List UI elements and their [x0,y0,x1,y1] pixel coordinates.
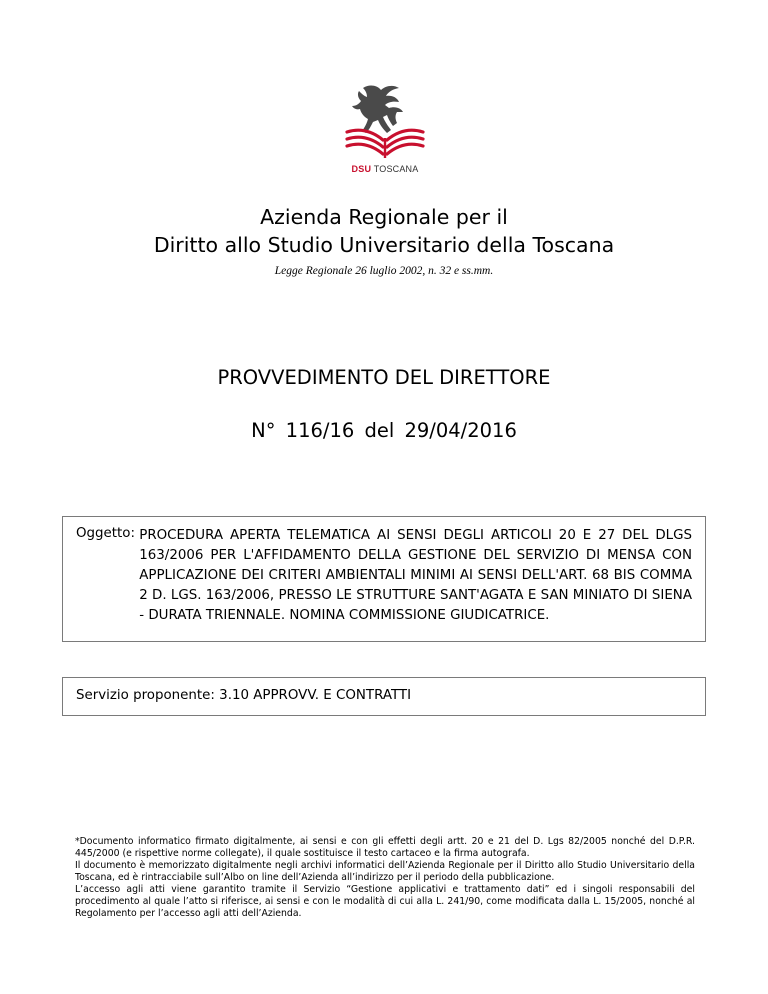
service-box [62,677,706,716]
logo-region: TOSCANA [373,164,419,174]
logo-brand: DSU [351,164,372,174]
object-text: PROCEDURA APERTA TELEMATICA AI SENSI DEGLI ARTICOLI 20 E 27 DEL DLGS 163/2006 PER L'AFFIDAMENTO DELLA GESTIONE DEL SERVIZIO DI MENSA CON APPLICAZIONE DEI CRITERI AMBIENTALI MINIMI AI SENSI DELL'ART. 68 BIS COMMA 2 D. LGS. 163/2006, PRESSO LE STRUTTURE SANT'AGATA E SAN MINIATO DI SIENA - DURATA TRIENNALE. NOMINA COMMISSIONE GIUDICATRICE. [139,528,692,623]
document-type: PROVVEDIMENTO DEL DIRETTORE [217,366,551,389]
service-label: Servizio proponente: [76,688,215,703]
legal-footer [75,836,695,920]
org-title-line-1: Azienda Regionale per il [260,205,508,229]
service-value: 3.10 APPROVV. E CONTRATTI [219,688,412,703]
law-reference: Legge Regionale 26 luglio 2002, n. 32 e ss.mm. [274,265,494,277]
organization-title [0,203,768,259]
object-label: Oggetto: [76,526,135,541]
pegasus-book-icon [333,82,437,162]
footer-paragraph-2: Il documento è memorizzato digitalmente negli archivi informatici dell’Azienda Regionale per il Diritto allo Studio Universitario della Toscana, ed è rintracciabile sull’Albo on line dell’Azienda all’indirizzo per il periodo della pubblicazione. [75,860,695,883]
logo-wordmark [333,164,437,174]
org-title-line-2: Diritto allo Studio Universitario della Toscana [153,233,615,257]
footer-paragraph-3: L’accesso agli atti viene garantito tramite il Servizio “Gestione applicativi e trattamento dati” ed i singoli responsabili del procedimento al quale l’atto si riferisce, ai sensi e con le modalità di cui alla L. 241/90, come modificata dalla L. 15/2005, nonché al Regolamento per l’accesso agli atti dell’Azienda. [75,884,695,919]
object-box [62,516,706,642]
footer-paragraph-1: *Documento informatico firmato digitalmente, ai sensi e con gli effetti degli artt. 20 e 21 del D. Lgs 82/2005 nonché del D.P.R. 445/2000 (e rispettive norme collegate), il quale sostituisce il testo cartaceo e la firma autografa. [75,836,695,859]
document-number: N° 116/16 del 29/04/2016 [251,419,517,442]
dsu-toscana-logo [333,82,437,176]
